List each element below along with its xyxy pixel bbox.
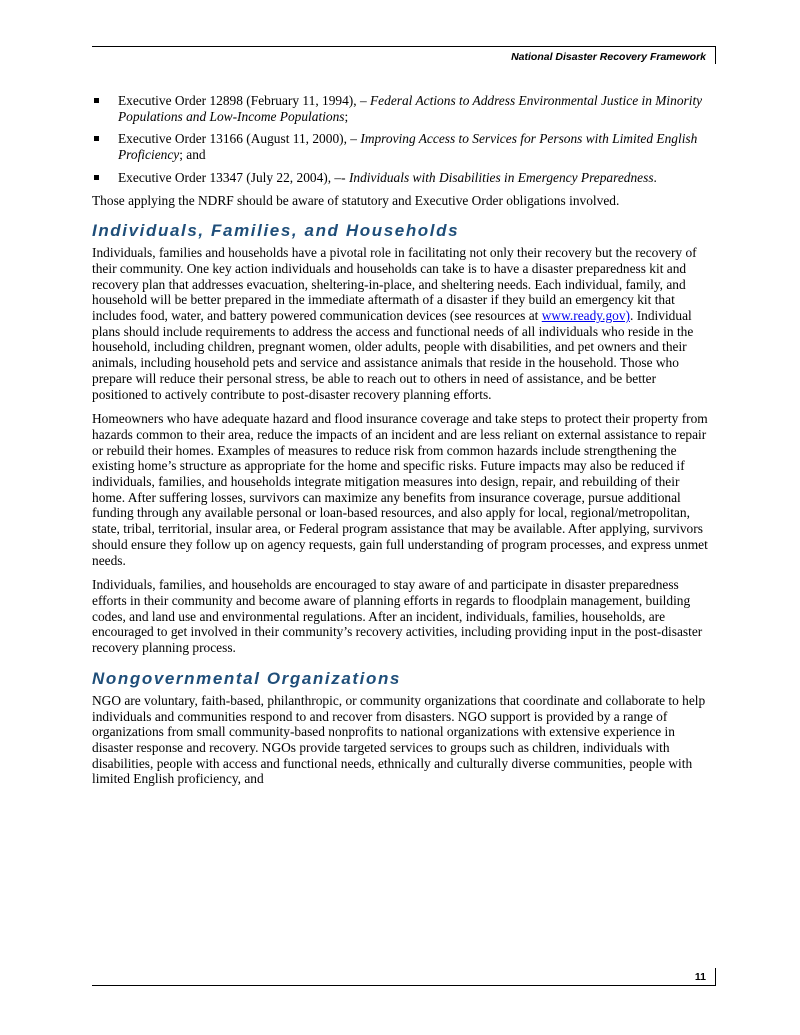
ready-gov-link[interactable]: www.ready.gov) — [541, 308, 630, 324]
page-number: 11 — [694, 971, 706, 983]
running-header-title: National Disaster Recovery Framework — [511, 51, 706, 63]
paragraph-ngo-1: NGO are voluntary, faith-based, philanthropic, or community organizations that coordinate and collaborate to help individuals and communities respond to and recover from disasters. NGO support is provided by a range of organizations from small community-based nonprofits to national organizations with extensive experience in disaster response and recovery. NGOs provide targeted services to groups such as children, individuals with disabilities, people with access and functional needs, ethnically and culturally diverse communities, people with limited English proficiency, and — [92, 692, 706, 787]
footer-tick — [715, 968, 716, 986]
paragraph-individuals-2: Homeowners who have adequate hazard and flood insurance coverage and take steps to protect their property from hazards common to their area, reduce the impacts of an incident and are less reliant on external assistance to repair or rebuild their homes. Examples of measures to reduce risk from common hazards include strengthening the existing home’s structure as appropriate for the home and specific risks. Future impacts may also be reduced if individuals, families, and households integrate mitigation measures into design, repair, and rebuilding of their home. After suffering losses, survivors can maximize any benefits from insurance coverage, pursue additional funding through any available personal or loan-based resources, and also apply for local, regional/metropolitan, state, tribal, territorial, insular area, or Federal program assistance that may be available. After applying, survivors should ensure they follow up on agency requests, gain full understanding of program processes, and express unmet needs. — [92, 411, 708, 568]
bullet-square-icon — [94, 98, 99, 103]
section-heading-ngo: Nongovernmental Organizations — [92, 668, 401, 688]
header-tick — [715, 46, 716, 64]
paragraph-individuals-3: Individuals, families, and households are encouraged to stay aware of and participate in disaster preparedness efforts in their community and become aware of planning efforts in regards to floodplain management, building codes, and land use and environmental regulations. After an incident, individuals, families, households, are encouraged to get involved in their community’s recovery activities, including providing input in the post-disaster recovery planning process. — [92, 577, 703, 656]
section-heading-individuals: Individuals, Families, and Households — [92, 221, 460, 241]
bullet-square-icon — [94, 175, 99, 180]
header-rule — [92, 46, 716, 47]
footer-rule — [92, 985, 716, 986]
executive-order-list — [92, 93, 709, 186]
list-item: Executive Order 12898 (February 11, 1994), – Federal Actions to Address Environmental Justice in Minority Populations and Low-Income Populations; — [92, 93, 709, 124]
page-content — [92, 93, 709, 796]
list-item: Executive Order 13166 (August 11, 2000), – Improving Access to Services for Persons with Limited English Proficiency; and — [92, 131, 709, 162]
paragraph-individuals-1: Individuals, families and households have a pivotal role in facilitating not only their recovery but the recovery of their community. One key action individuals and households can take is to have a disaster preparedness kit and recovery plan that addresses evacuation, sheltering-in-place, and sheltering needs. Each individual, family, and household will be better prepared in the immediate aftermath of a disaster if they build an emergency kit that includes food, water, and battery powered communication devices (see resources at www.ready.gov). Individual plans should include requirements to address the access and functional needs of all individuals who reside in the household, including children, pregnant women, older adults, people with disabilities, and pet owners and their animals, including household pets and service and assistance animals that reside in the household. Those who prepare will reduce their personal stress, be able to reach out to others in need of assistance, and be better positioned to actively contribute to post-disaster recovery planning efforts. — [92, 245, 697, 402]
bullet-square-icon — [94, 136, 99, 141]
list-item: Executive Order 13347 (July 22, 2004), –- Individuals with Disabilities in Emergency Preparedness. — [92, 170, 709, 186]
intro-paragraph: Those applying the NDRF should be aware of statutory and Executive Order obligations involved. — [92, 192, 620, 208]
